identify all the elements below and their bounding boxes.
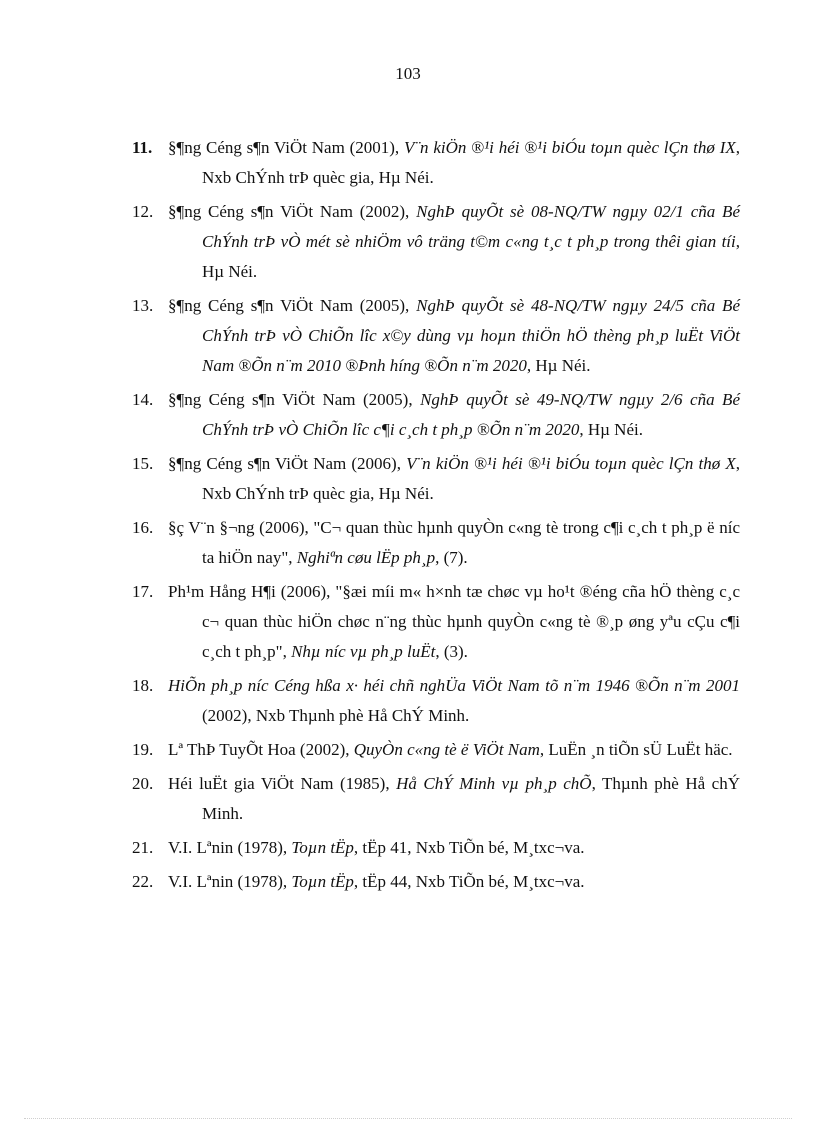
- reference-publication: , Thµnh phè Hå chÝ Minh.: [202, 774, 740, 823]
- reference-number: 20.: [132, 774, 154, 793]
- reference-authors: §¶ng Céng s¶n ViÖt Nam (2006),: [168, 454, 407, 473]
- reference-number: 16.: [132, 518, 154, 537]
- reference-list: [132, 133, 740, 901]
- reference-item: [132, 513, 740, 573]
- reference-publication: , Hµ Néi.: [202, 232, 740, 281]
- reference-item: [132, 833, 740, 863]
- reference-item: [132, 449, 740, 509]
- reference-title: HiÕn ph¸p níc Céng hßa x· héi chñ nghÜa ViÖt Nam tõ n¨m 1946 ®Õn n¨m 2001: [168, 676, 740, 695]
- reference-authors: V.I. Lªnin (1978),: [168, 872, 292, 891]
- reference-title: Hå ChÝ Minh vµ ph¸p chÕ: [396, 774, 592, 793]
- reference-number: 12.: [132, 202, 154, 221]
- reference-item: [132, 577, 740, 667]
- reference-publication: (2002), Nxb Thµnh phè Hå ChÝ Minh.: [202, 706, 470, 725]
- reference-number: 18.: [132, 676, 154, 695]
- reference-number: 14.: [132, 390, 154, 409]
- reference-authors: §ç V¨n §¬ng (2006), "C¬ quan thùc hµnh quyÒn c«ng tè trong c¶i c¸ch t ph¸p ë níc ta hiÖn nay",: [168, 518, 740, 567]
- reference-publication: , LuËn ¸n tiÕn sÜ LuËt häc.: [539, 740, 733, 759]
- reference-item: [132, 133, 740, 193]
- reference-publication: , Nxb ChÝnh trÞ quèc gia, Hµ Néi.: [202, 454, 741, 503]
- reference-number: 21.: [132, 838, 154, 857]
- reference-number: 13.: [132, 296, 154, 315]
- page-number: 103: [395, 64, 421, 83]
- reference-title: NghÞ quyÕt sè 48-NQ/TW ngµy 24/5 cña Bé ChÝnh trÞ vÒ ChiÕn lîc x©y dùng vµ hoµn thiÖn hÖ thèng ph¸p luËt ViÖt Nam ®Õn n¨m 2010 ®Þnh híng ®Õn n¨m 2020: [202, 296, 740, 375]
- reference-authors: §¶ng Céng s¶n ViÖt Nam (2001),: [168, 138, 404, 157]
- reference-number: 22.: [132, 872, 154, 891]
- reference-publication: , Nxb ChÝnh trÞ quèc gia, Hµ Néi.: [202, 138, 740, 187]
- reference-number: 11.: [132, 138, 153, 157]
- reference-authors: Ph¹m Hång H¶i (2006), "§æi míi m« h×nh tæ chøc vµ ho¹t ®éng cña hÖ thèng c¸c c¬ quan thùc hiÖn chøc n¨ng thùc hµnh quyÒn c«ng tè ®¸p øng yªu cÇu c¶i c¸ch t ph¸p",: [168, 582, 740, 661]
- reference-title: Toµn tËp: [291, 838, 354, 857]
- reference-title: NghÞ quyÕt sè 49-NQ/TW ngµy 2/6 cña Bé ChÝnh trÞ vÒ ChiÕn lîc c¶i c¸ch t ph¸p ®Õn n¨m 2020: [202, 390, 740, 439]
- reference-title: QuyÒn c«ng tè ë ViÖt Nam: [353, 740, 540, 759]
- reference-item: [132, 867, 740, 897]
- reference-item: [132, 671, 740, 731]
- reference-title: Toµn tËp: [291, 872, 354, 891]
- reference-title: V¨n kiÖn ®¹i héi ®¹i biÓu toµn quèc lÇn thø IX: [403, 138, 736, 157]
- reference-item: [132, 735, 740, 765]
- reference-authors: V.I. Lªnin (1978),: [168, 838, 292, 857]
- reference-publication: , (3).: [435, 642, 468, 661]
- reference-item: [132, 385, 740, 445]
- reference-publication: , Hµ Néi.: [579, 420, 643, 439]
- reference-title: Nghiªn cøu lËp ph¸p: [296, 548, 436, 567]
- reference-number: 19.: [132, 740, 154, 759]
- page-bottom-divider: [24, 1118, 792, 1119]
- reference-authors: Héi luËt gia ViÖt Nam (1985),: [168, 774, 397, 793]
- reference-title: V¨n kiÖn ®¹i héi ®¹i biÓu toµn quèc lÇn thø X: [406, 454, 736, 473]
- reference-item: [132, 197, 740, 287]
- reference-authors: §¶ng Céng s¶n ViÖt Nam (2005),: [168, 390, 421, 409]
- reference-item: [132, 769, 740, 829]
- reference-publication: , Hµ Néi.: [526, 356, 591, 375]
- reference-authors: §¶ng Céng s¶n ViÖt Nam (2002),: [168, 202, 417, 221]
- reference-authors: Lª ThÞ TuyÕt Hoa (2002),: [168, 740, 354, 759]
- reference-authors: §¶ng Céng s¶n ViÖt Nam (2005),: [168, 296, 417, 315]
- reference-title: NghÞ quyÕt sè 08-NQ/TW ngµy 02/1 cña Bé ChÝnh trÞ vÒ mét sè nhiÖm vô träng t©m c«ng t¸c t ph¸p trong thêi gian tíi: [202, 202, 740, 251]
- reference-title: Nhµ níc vµ ph¸p luËt: [291, 642, 436, 661]
- reference-item: [132, 291, 740, 381]
- reference-number: 15.: [132, 454, 154, 473]
- reference-publication: , (7).: [435, 548, 468, 567]
- reference-publication: , tËp 41, Nxb TiÕn bé, M¸txc¬va.: [353, 838, 585, 857]
- reference-number: 17.: [132, 582, 154, 601]
- reference-publication: , tËp 44, Nxb TiÕn bé, M¸txc¬va.: [353, 872, 585, 891]
